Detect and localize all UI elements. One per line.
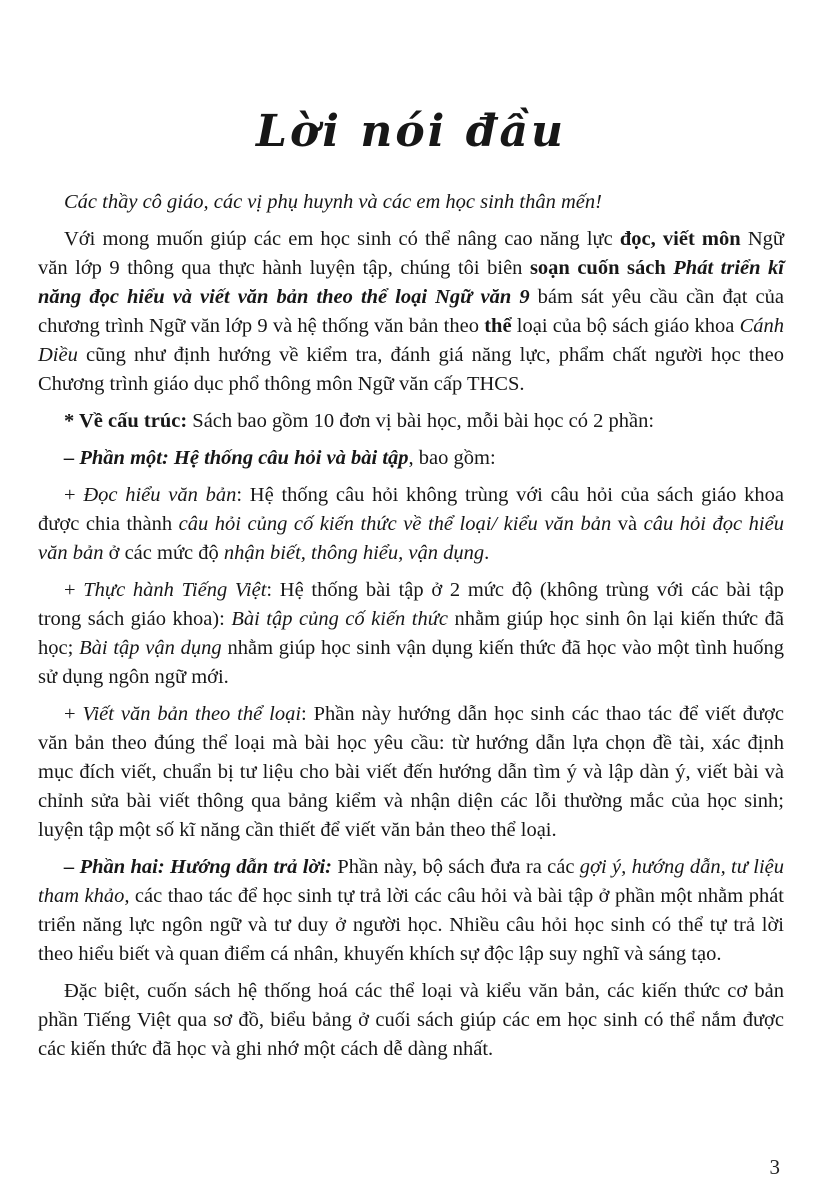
text-segment: Ngữ văn lớp 9 thông qua thực hành luyện tập, chúng tôi biên <box>38 228 784 279</box>
paragraph-writing <box>38 700 784 845</box>
item-label: Viết văn bản theo thể loại <box>82 703 302 725</box>
text-segment: câu hỏi đọc hiểu văn bản <box>38 513 784 564</box>
text-segment: gợi ý, hướng dẫn, tư liệu tham khảo, <box>38 856 785 907</box>
item-label: Đọc hiểu văn bản <box>83 484 237 506</box>
text-segment: Đặc biệt, cuốn sách hệ thống hoá các thể loại và kiểu văn bản, các kiến thức cơ bản phần Tiếng Việt qua sơ đồ, biểu bảng ở cuối sách giúp các em học sinh có thể nắm được các kiến thức đã học và ghi nhớ một cách dễ dàng nhất. <box>38 980 784 1060</box>
item-label: Thực hành Tiếng Việt <box>83 579 267 601</box>
text-segment: nhận biết, thông hiểu, vận dụng <box>223 542 485 564</box>
text-segment: các thao tác để học sinh tự trả lời các câu hỏi và bài tập ở phần một nhằm phát triển năng lực ngôn ngữ và tư duy ở người học. Nhiều câu hỏi học sinh có thể tự trả lời theo hiểu biết và quan điểm cá nhân, khuyến khích sự độc lập suy nghĩ và sáng tạo. <box>38 885 784 965</box>
text-segment: , bao gồm: <box>408 447 496 469</box>
text-segment: nhằm giúp học sinh ôn lại kiến thức đã học; <box>38 608 784 659</box>
paragraph-part-two <box>38 853 784 969</box>
text-segment: loại của bộ sách giáo khoa <box>511 315 740 337</box>
text-segment: bám sát yêu cầu cần đạt của chương trình Ngữ văn lớp 9 và hệ thống văn bản theo <box>38 286 784 337</box>
paragraph-structure-heading <box>38 407 784 436</box>
book-title-segment: Phát triển kĩ năng đọc hiểu và viết văn bản theo thể loại Ngữ văn 9 <box>38 257 784 308</box>
text-segment: : Hệ thống câu hỏi không trùng với câu hỏi của sách giáo khoa được chia thành <box>38 484 785 535</box>
text-segment: + <box>64 703 83 725</box>
part-two-label: – Phần hai: Hướng dẫn trả lời: <box>64 856 333 878</box>
page-body <box>38 188 784 1072</box>
section-label: * Về cấu trúc: <box>64 410 188 432</box>
text-segment: Phần này, bộ sách đưa ra các <box>332 856 580 878</box>
paragraph-closing <box>38 977 784 1064</box>
text-segment: Sách bao gồm 10 đơn vị bài học, mỗi bài học có 2 phần: <box>187 410 655 432</box>
page-number: 3 <box>769 1155 780 1179</box>
greeting-line: Các thầy cô giáo, các vị phụ huynh và các em học sinh thân mến! <box>64 191 602 213</box>
text-segment: nhằm giúp học sinh vận dụng kiến thức đã học vào một tình huống sử dụng ngôn ngữ mới. <box>38 637 785 688</box>
text-segment: và <box>611 513 644 535</box>
textbook-series-name: Cánh Diều <box>38 315 784 366</box>
text-segment: Bài tập củng cố kiến thức <box>231 608 449 630</box>
text-segment: : Hệ thống bài tập ở 2 mức độ (không trùng với các bài tập trong sách giáo khoa): <box>38 579 784 630</box>
paragraph-part-one <box>38 444 784 473</box>
text-segment: + <box>64 484 84 506</box>
text-segment: câu hỏi củng cố kiến thức về thể loại/ kiểu văn bản <box>178 513 612 535</box>
paragraph-intro <box>38 225 784 399</box>
text-segment: soạn cuốn sách <box>529 257 674 279</box>
text-segment: thể <box>484 315 512 337</box>
paragraph-reading <box>38 481 784 568</box>
paragraph-vietnamese-practice <box>38 576 784 692</box>
text-segment: cũng như định hướng về kiểm tra, đánh giá năng lực, phẩm chất người học theo Chương trình giáo dục phổ thông môn Ngữ văn cấp THCS. <box>38 344 784 395</box>
page-title: Lời nói đầu <box>256 106 566 157</box>
text-segment: + <box>64 579 84 601</box>
text-segment: : Phần này hướng dẫn học sinh các thao tác để viết được văn bản theo đúng thể loại mà bài học yêu cầu: từ hướng dẫn lựa chọn đề tài, xác định mục đích viết, chuẩn bị tư liệu cho bài viết đến hướng dẫn tìm ý và lập dàn ý, viết bài và chỉnh sửa bài viết thông qua bảng kiểm và nhận diện các lỗi thường mắc của học sinh; luyện tập một số kĩ năng cần thiết để viết văn bản theo thể loại. <box>38 703 784 841</box>
text-segment: đọc, viết môn <box>619 228 748 250</box>
text-segment: . <box>484 542 490 564</box>
text-segment: Với mong muốn giúp các em học sinh có thể nâng cao năng lực <box>64 228 620 250</box>
text-segment: ở các mức độ <box>103 542 224 564</box>
text-segment: Bài tập vận dụng <box>79 637 222 659</box>
part-one-label: – Phần một: Hệ thống câu hỏi và bài tập <box>64 447 409 469</box>
